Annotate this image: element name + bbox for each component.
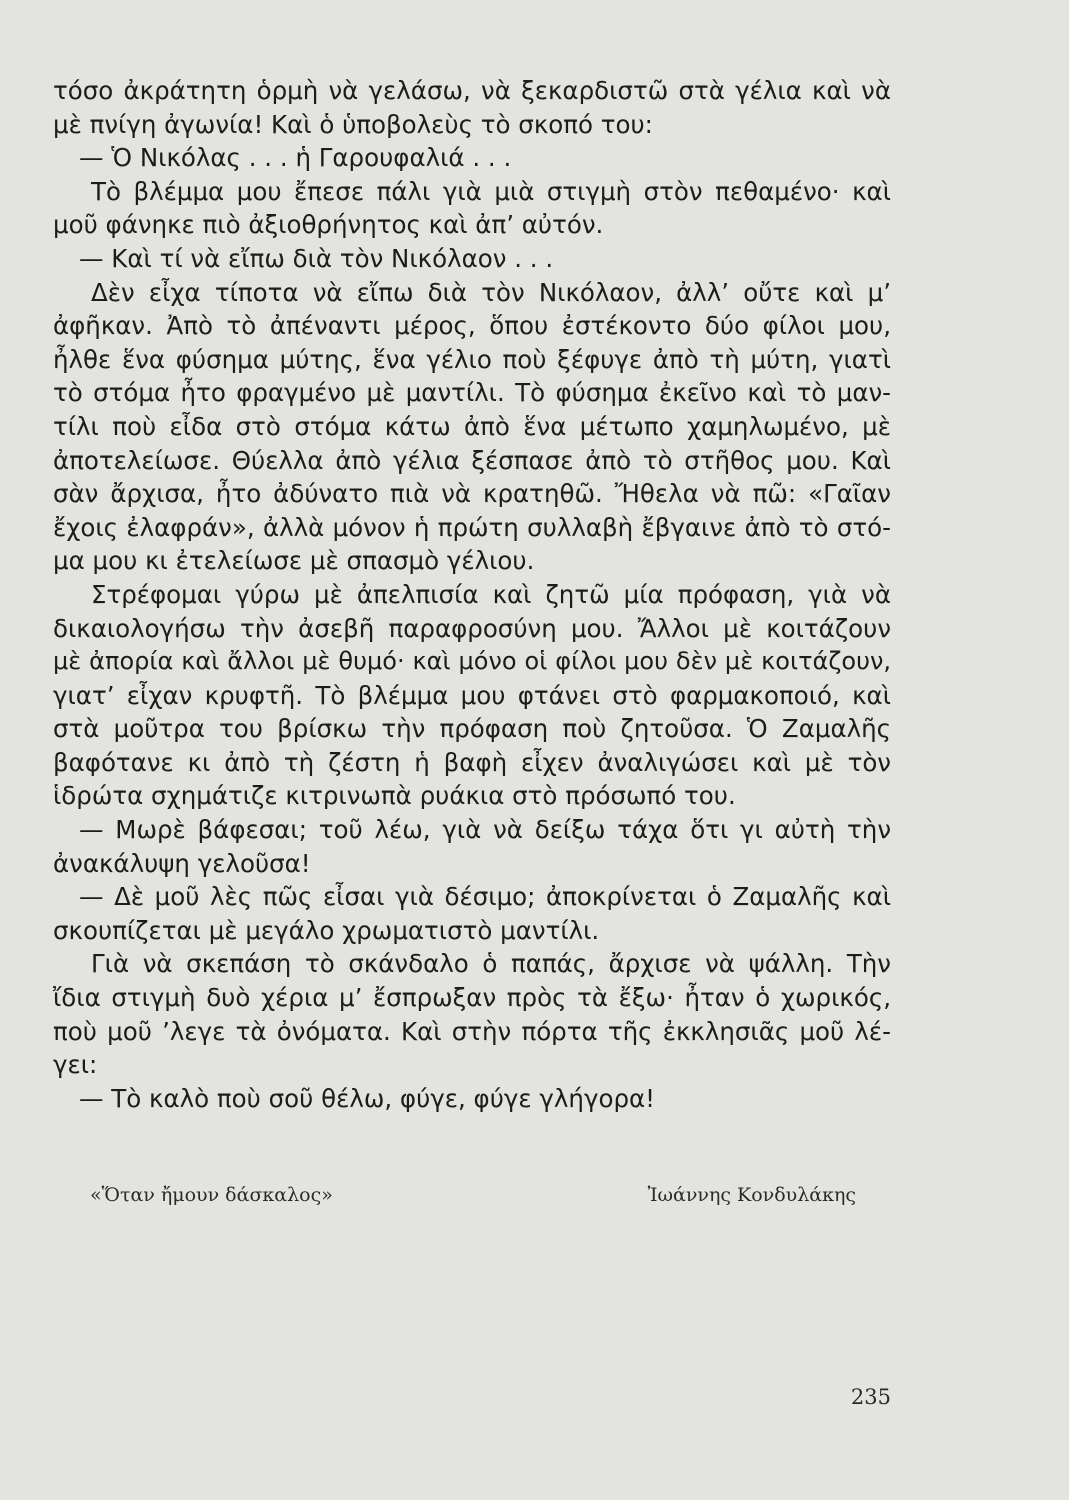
text-line: ἔχοις ἐλαφράν», ἀλλὰ μόνον ἡ πρώτη συλλαβὴ ἔβγαινε ἀπὸ τὸ στό-	[53, 512, 891, 542]
text-line: γιατ’ εἶχαν κρυφτῆ. Τὸ βλέμμα μου φτάνει στὸ φαρμακοποιό, καὶ	[53, 680, 891, 710]
text-line: στὰ μοῦτρα του βρίσκω τὴν πρόφαση ποὺ ζητοῦσα. Ὁ Ζαμαλῆς	[53, 714, 891, 744]
text-line: ἱδρώτα σχημάτιζε κιτρινωπὰ ρυάκια στὸ πρόσωπό του.	[53, 781, 736, 811]
text-line: Στρέφομαι γύρω μὲ ἀπελπισία καὶ ζητῶ μία πρόφαση, γιὰ νὰ	[91, 579, 891, 609]
text-line: μα μου κι ἐτελείωσε μὲ σπασμὸ γέλιου.	[53, 546, 535, 576]
text-line: Τὸ βλέμμα μου ἔπεσε πάλι γιὰ μιὰ στιγμὴ στὸν πεθαμένο· καὶ	[91, 176, 891, 206]
body-text	[53, 74, 891, 1115]
text-line: γει:	[53, 1050, 98, 1080]
text-line: ἴδια στιγμὴ δυὸ χέρια μ’ ἔσπρωξαν πρὸς τὰ ἔξω· ἦταν ὁ χωρικός,	[53, 983, 891, 1013]
text-line: — Ὁ Νικόλας . . . ἡ Γαρουφαλιά . . .	[79, 143, 512, 173]
text-line: τὸ στόμα ἦτο φραγμένο μὲ μαντίλι. Τὸ φύσημα ἐκεῖνο καὶ τὸ μαν-	[53, 378, 891, 408]
text-line: ποὺ μοῦ ’λεγε τὰ ὀνόματα. Καὶ στὴν πόρτα τῆς ἐκκλησιᾶς μοῦ λέ-	[53, 1016, 891, 1046]
text-line: βαφότανε κι ἀπὸ τὴ ζέστη ἡ βαφὴ εἶχεν ἀναλιγώσει καὶ μὲ τὸν	[53, 747, 891, 777]
text-line: μὲ ἀπορία καὶ ἄλλοι μὲ θυμό· καὶ μόνο οἱ φίλοι μου δὲν μὲ κοιτάζουν,	[53, 647, 891, 676]
text-line: — Καὶ τί νὰ εἴπω διὰ τὸν Νικόλαον . . .	[79, 243, 554, 273]
text-line: τίλι ποὺ εἶδα στὸ στόμα κάτω ἀπὸ ἕνα μέτωπο χαμηλωμένο, μὲ	[53, 411, 891, 441]
text-line: μοῦ φάνηκε πιὸ ἀξιοθρήνητος καὶ ἀπ’ αὐτόν.	[53, 210, 604, 240]
author-name: Ἰωάννης Κονδυλάκης	[647, 1184, 856, 1206]
text-line: ἀποτελείωσε. Θύελλα ἀπὸ γέλια ξέσπασε ἀπὸ τὸ στῆθος μου. Καὶ	[53, 445, 891, 475]
text-line: Γιὰ νὰ σκεπάση τὸ σκάνδαλο ὁ παπάς, ἄρχισε νὰ ψάλλη. Τὴν	[91, 949, 891, 979]
text-line: — Μωρὲ βάφεσαι; τοῦ λέω, γιὰ νὰ δείξω τάχα ὅτι γι αὐτὴ τὴν	[79, 815, 891, 845]
text-line: μὲ πνίγη ἀγωνία! Καὶ ὁ ὑποβολεὺς τὸ σκοπό του:	[53, 109, 653, 139]
text-line: — Δὲ μοῦ λὲς πῶς εἶσαι γιὰ δέσιμο; ἀποκρίνεται ὁ Ζαμαλῆς καὶ	[79, 882, 891, 912]
text-line: σκουπίζεται μὲ μεγάλο χρωματιστὸ μαντίλι.	[53, 915, 600, 945]
text-line: ἦλθε ἕνα φύσημα μύτης, ἕνα γέλιο ποὺ ξέφυγε ἀπὸ τὴ μύτη, γιατὶ	[53, 344, 891, 374]
text-line: δικαιολογήσω τὴν ἀσεβῆ παραφροσύνη μου. Ἄλλοι μὲ κοιτάζουν	[53, 613, 891, 643]
page-number: 235	[850, 1385, 891, 1409]
text-line: ἀφῆκαν. Ἀπὸ τὸ ἀπέναντι μέρος, ὅπου ἐστέκοντο δύο φίλοι μου,	[53, 311, 891, 341]
text-line: ἀνακάλυψη γελοῦσα!	[53, 848, 311, 878]
source-title: «Ὅταν ἤμουν δάσκαλος»	[90, 1184, 333, 1206]
text-line: Δὲν εἶχα τίποτα νὰ εἴπω διὰ τὸν Νικόλαον, ἀλλ’ οὔτε καὶ μ’	[91, 277, 891, 307]
text-line: σὰν ἄρχισα, ἦτο ἀδύνατο πιὰ νὰ κρατηθῶ. Ἤθελα νὰ πῶ: «Γαῖαν	[53, 479, 891, 509]
text-line: — Τὸ καλὸ ποὺ σοῦ θέλω, φύγε, φύγε γλήγορα!	[79, 1083, 655, 1113]
text-line: τόσο ἀκράτητη ὁρμὴ νὰ γελάσω, νὰ ξεκαρδιστῶ στὰ γέλια καὶ νὰ	[53, 76, 891, 105]
